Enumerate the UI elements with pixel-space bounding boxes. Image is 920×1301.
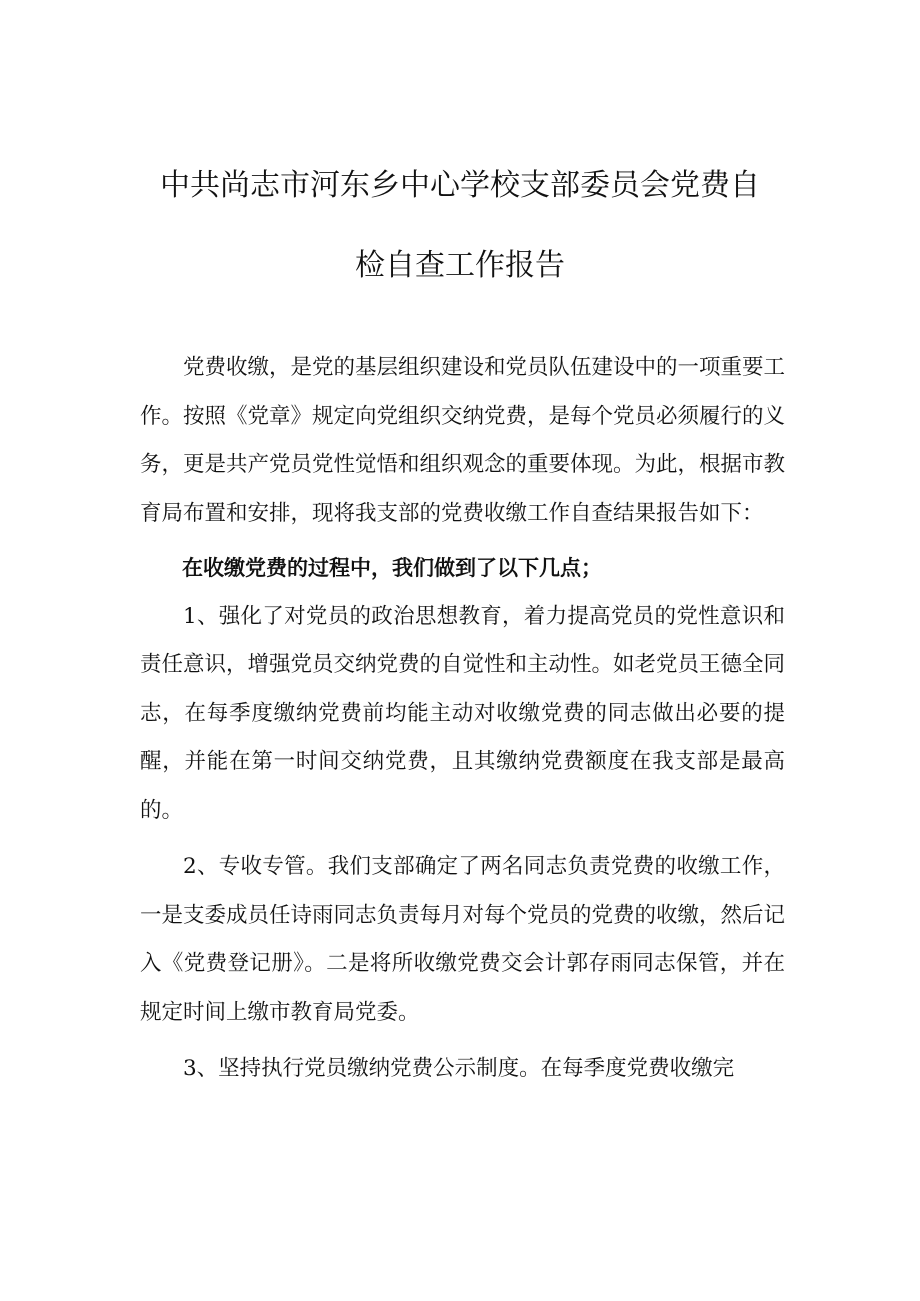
list-item-3: 3、坚持执行党员缴纳党费公示制度。在每季度党费收缴完 (183, 1056, 735, 1081)
list-item-2: 2、专收专管。我们支部确定了两名同志负责党费的收缴工作，一是支委成员任诗雨同志负责每月对每个党员的党费的收缴，然后记入《党费登记册》。二是将所收缴党费交会计郭存雨同志保管，并在规定时间上缴市教育局党委。 (140, 854, 786, 1025)
intro-paragraph: 党费收缴，是党的基层组织建设和党员队伍建设中的一项重要工作。按照《党章》规定向党组织交纳党费，是每个党员必须履行的义务，更是共产党员党性觉悟和组织观念的重要体现。为此，根据市教育局布置和安排，现将我支部的党费收缴工作自查结果报告如下： (140, 355, 786, 526)
document-title-line-2: 检自查工作报告 (355, 248, 565, 283)
list-item-1: 1、强化了对党员的政治思想教育，着力提高党员的党性意识和责任意识，增强党员交纳党费的自觉性和主动性。如老党员王德全同志，在每季度缴纳党费前均能主动对收缴党费的同志做出必要的提醒，并能在第一时间交纳党费，且其缴纳党费额度在我支部是最高的。 (140, 603, 786, 823)
section-heading: 在收缴党费的过程中，我们做到了以下几点； (182, 556, 602, 580)
document-body (140, 344, 785, 1094)
document-title-line-1: 中共尚志市河东乡中心学校支部委员会党费自 (160, 168, 760, 203)
